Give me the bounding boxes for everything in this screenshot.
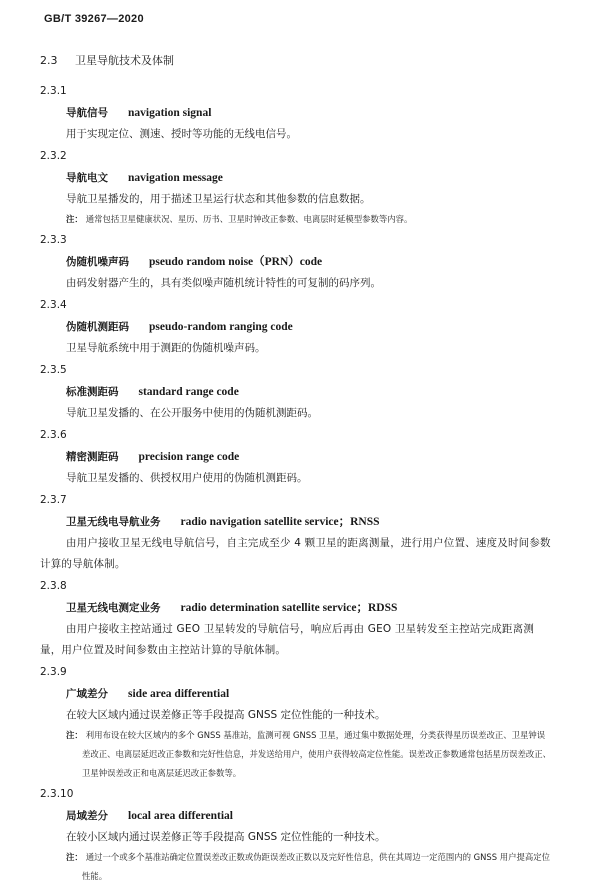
term-heading [0, 683, 591, 705]
term-note [0, 210, 591, 229]
term-en: radio navigation satellite service；RNSS [180, 516, 380, 528]
note-label: 注： [66, 852, 83, 862]
term-number: 2.3.10 [40, 788, 74, 800]
term-definition: 由用户接收卫星无线电导航信号，自主完成至少 4 颗卫星的距离测量，进行用户位置、速度及时间参数计算的导航体制。 [40, 537, 551, 570]
term-heading [0, 381, 591, 403]
term-note [0, 726, 591, 783]
term-zh: 局域差分 [66, 810, 108, 822]
term-zh: 伪随机噪声码 [66, 256, 129, 268]
term-en: precision range code [138, 451, 240, 463]
term-entry [0, 229, 591, 294]
term-zh: 标准测距码 [66, 386, 119, 398]
term-number: 2.3.8 [40, 580, 67, 592]
term-entry [0, 145, 591, 229]
term-en: side area differential [128, 688, 230, 700]
term-definition: 用于实现定位、测速、授时等功能的无线电信号。 [66, 128, 297, 140]
term-entry [0, 783, 591, 886]
term-definition: 由码发射器产生的，具有类似噪声随机统计特性的可复制的码序列。 [66, 277, 381, 289]
section-title-text: 卫星导航技术及体制 [75, 54, 174, 67]
section-heading [40, 52, 174, 68]
term-heading [0, 316, 591, 338]
term-en: pseudo-random ranging code [149, 321, 293, 333]
term-heading [0, 446, 591, 468]
term-number: 2.3.4 [40, 299, 67, 311]
term-entry [0, 359, 591, 424]
term-en: local area differential [128, 810, 233, 822]
term-heading [0, 167, 591, 189]
term-entry [0, 661, 591, 783]
terms-list [0, 80, 591, 886]
term-entry [0, 80, 591, 145]
term-heading [0, 251, 591, 273]
term-definition: 卫星导航系统中用于测距的伪随机噪声码。 [66, 342, 266, 354]
term-definition: 导航卫星发播的、供授权用户使用的伪随机测距码。 [66, 472, 308, 484]
term-number: 2.3.7 [40, 494, 67, 506]
term-en: navigation message [128, 172, 223, 184]
term-number: 2.3.3 [40, 234, 67, 246]
term-heading [0, 805, 591, 827]
term-entry [0, 294, 591, 359]
term-heading [0, 102, 591, 124]
note-label: 注： [66, 730, 83, 740]
term-entry [0, 489, 591, 575]
term-en: pseudo random noise（PRN）code [149, 256, 323, 268]
term-number: 2.3.6 [40, 429, 67, 441]
term-note [0, 848, 591, 886]
term-en: standard range code [138, 386, 239, 398]
standard-code-header: GB/T 39267—2020 [44, 13, 144, 25]
note-text: 通过一个或多个基准站确定位置误差改正数或伪距误差改正数以及完好性信息，供在其周边一定范围内的 GNSS 用户提高定位性能。 [82, 852, 550, 881]
term-definition: 由用户接收主控站通过 GEO 卫星转发的导航信号，响应后再由 GEO 卫星转发至主控站完成距离测量，用户位置及时间参数由主控站计算的导航体制。 [40, 623, 535, 656]
term-en: navigation signal [128, 107, 212, 119]
note-text: 利用布设在较大区域内的多个 GNSS 基准站，监测可视 GNSS 卫星，通过集中数据处理，分类获得星历误差改正、卫星钟误差改正、电离层延迟改正参数和完好性信息，并发送给用户，使用户获得较高定位性能。误差改正参数通常包括星历误差改正、卫星钟误差改正和电离层延迟改正参数等。 [82, 730, 551, 778]
term-heading [0, 597, 591, 619]
term-heading [0, 511, 591, 533]
section-number: 2.3 [40, 54, 58, 67]
term-number: 2.3.1 [40, 85, 67, 97]
term-zh: 卫星无线电测定业务 [66, 602, 161, 614]
term-number: 2.3.2 [40, 150, 67, 162]
term-zh: 精密测距码 [66, 451, 119, 463]
term-zh: 导航电文 [66, 172, 108, 184]
term-definition: 导航卫星发播的、在公开服务中使用的伪随机测距码。 [66, 407, 318, 419]
term-number: 2.3.5 [40, 364, 67, 376]
note-text: 通常包括卫星健康状况、星历、历书、卫星时钟改正参数、电离层时延模型参数等内容。 [85, 214, 413, 224]
note-label: 注： [66, 214, 83, 224]
term-entry [0, 575, 591, 661]
term-number: 2.3.9 [40, 666, 67, 678]
term-en: radio determination satellite service；RDSS [180, 602, 398, 614]
term-zh: 伪随机测距码 [66, 321, 129, 333]
term-definition: 在较小区域内通过误差修正等手段提高 GNSS 定位性能的一种技术。 [66, 831, 386, 843]
term-zh: 导航信号 [66, 107, 108, 119]
term-definition: 导航卫星播发的，用于描述卫星运行状态和其他参数的信息数据。 [66, 193, 371, 205]
term-zh: 广域差分 [66, 688, 108, 700]
term-zh: 卫星无线电导航业务 [66, 516, 161, 528]
term-definition: 在较大区域内通过误差修正等手段提高 GNSS 定位性能的一种技术。 [66, 709, 386, 721]
term-entry [0, 424, 591, 489]
